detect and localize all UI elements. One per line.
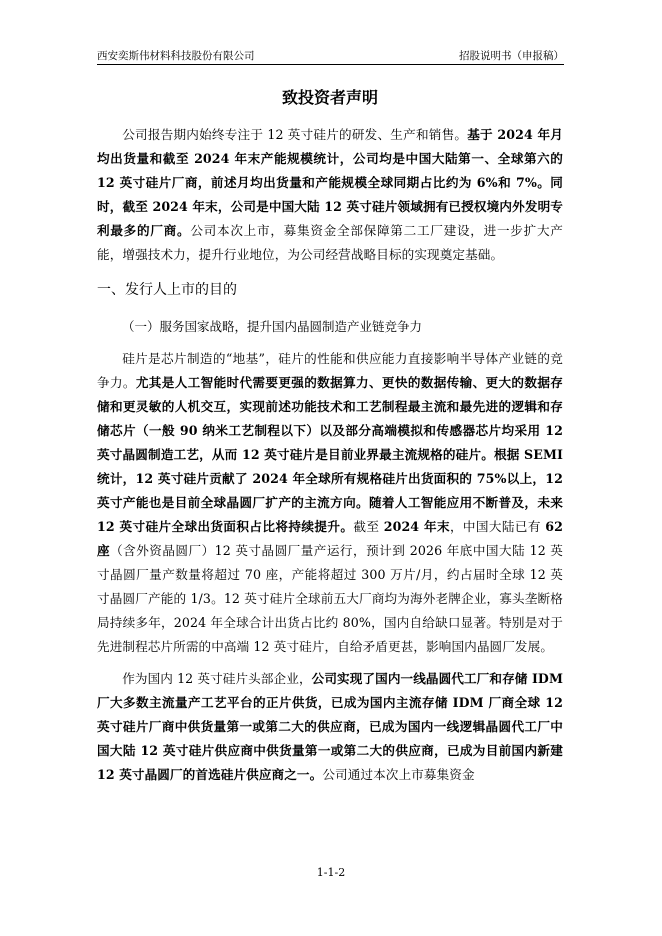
page-content [97,86,563,787]
intro-bold-text: 基于 2024 年月均出货量和截至 2024 年末产能规模统计，公司均是中国大陆第一、全球第六的 12 英寸硅片厂商，前述月均出货量和产能规模全球同期占比约为 6%和 7%。同时，截至 2024 年末，公司是中国大陆 12 英寸硅片领域拥有已授权境内外发明专利最多的厂商。 [97,127,563,238]
body-paragraph-2 [97,667,563,787]
p2-tail-text: （含外资晶圆厂）12 英寸晶圆厂量产运行，预计到 2026 年底中国大陆 12 英寸晶圆厂量产数量将超过 70 座，产能将超过 300 万片/月，约占届时全球 12 英寸晶圆厂产能的 1/3。12 英寸硅片全球前五大厂商均为海外老牌企业，寡头垄断格局持续多年，2024 年全球合计出货占比约 80%，国内自给缺口显著。特别是对于先进制程芯片所需的中高端 12 英寸硅片，自给矛盾更甚，影响国内晶圆厂发展。 [97,543,563,654]
p2-text: 硅片是芯片制造的“地基”，硅片的性能和供应能力直接影响半导体产业链的竞争力。 [97,351,563,390]
page-title: 致投资者声明 [281,88,378,107]
p2-bold-text: 尤其是人工智能时代需要更强的数据算力、更快的数据传输、更大的数据存储和更灵敏的人机交互，实现前述功能技术和工艺制程最主流和最先进的逻辑和存储芯片（一般 90 纳米工艺制程以下）以及部分高端模拟和传感器芯片均采用 12 英寸晶圆制造工艺，从而 12 英寸硅片是目前业界最主流规格的硅片。根据 SEMI 统计，12 英寸硅片贡献了 2024 年全球所有规格硅片出货面积的 75%以上，12 英寸产能也是目前全球晶圆厂扩产的主流方向。随着人工智能应用不断普及，未来 12 英寸硅片全球出货面积占比将持续提升。 [97,375,563,534]
section-heading: 一、发行人上市的目的 [97,282,237,298]
p3-bold-text: 公司实现了国内一线晶圆代工厂和存储 IDM 厂大多数主流量产工艺平台的正片供货，已成为国内主流存储 IDM 厂商全球 12 英寸硅片厂商中供货量第一或第二大的供应商，已成为国内一线逻辑晶圆代工厂中国大陆 12 英寸硅片供应商中供货量第一或第二大的供应商，已成为目前国内新建 12 英寸晶圆厂的首选硅片供应商之一。 [97,671,563,782]
p2-text-2: 截至 [353,519,384,534]
page-header [97,44,564,65]
intro-text: 公司报告期内始终专注于 12 英寸硅片的研发、生产和销售。 [122,127,468,142]
company-name: 西安奕斯伟材料科技股份有限公司 [97,50,255,62]
p3-tail-text: 公司通过本次上市募集资金 [322,767,475,782]
p2-bold-date: 2024 年末 [383,519,450,534]
page-number: 1-1-2 [316,866,346,879]
p2-bold-count: 62 座 [97,519,563,558]
intro-tail-text: 公司本次上市，募集资金全部保障第二工厂建设，进一步扩大产能，增强技术力，提升行业地位，为公司经营战略目标的实现奠定基础。 [97,223,563,262]
intro-paragraph [97,123,563,267]
p2-text-3: ，中国大陆已有 [449,519,546,534]
body-paragraph-1 [97,347,563,659]
document-type: 招股说明书（申报稿） [459,50,564,62]
subsection-heading: （一）服务国家战略，提升国内晶圆制造产业链竞争力 [122,319,423,334]
p3-text: 作为国内 12 英寸硅片头部企业， [122,671,312,686]
